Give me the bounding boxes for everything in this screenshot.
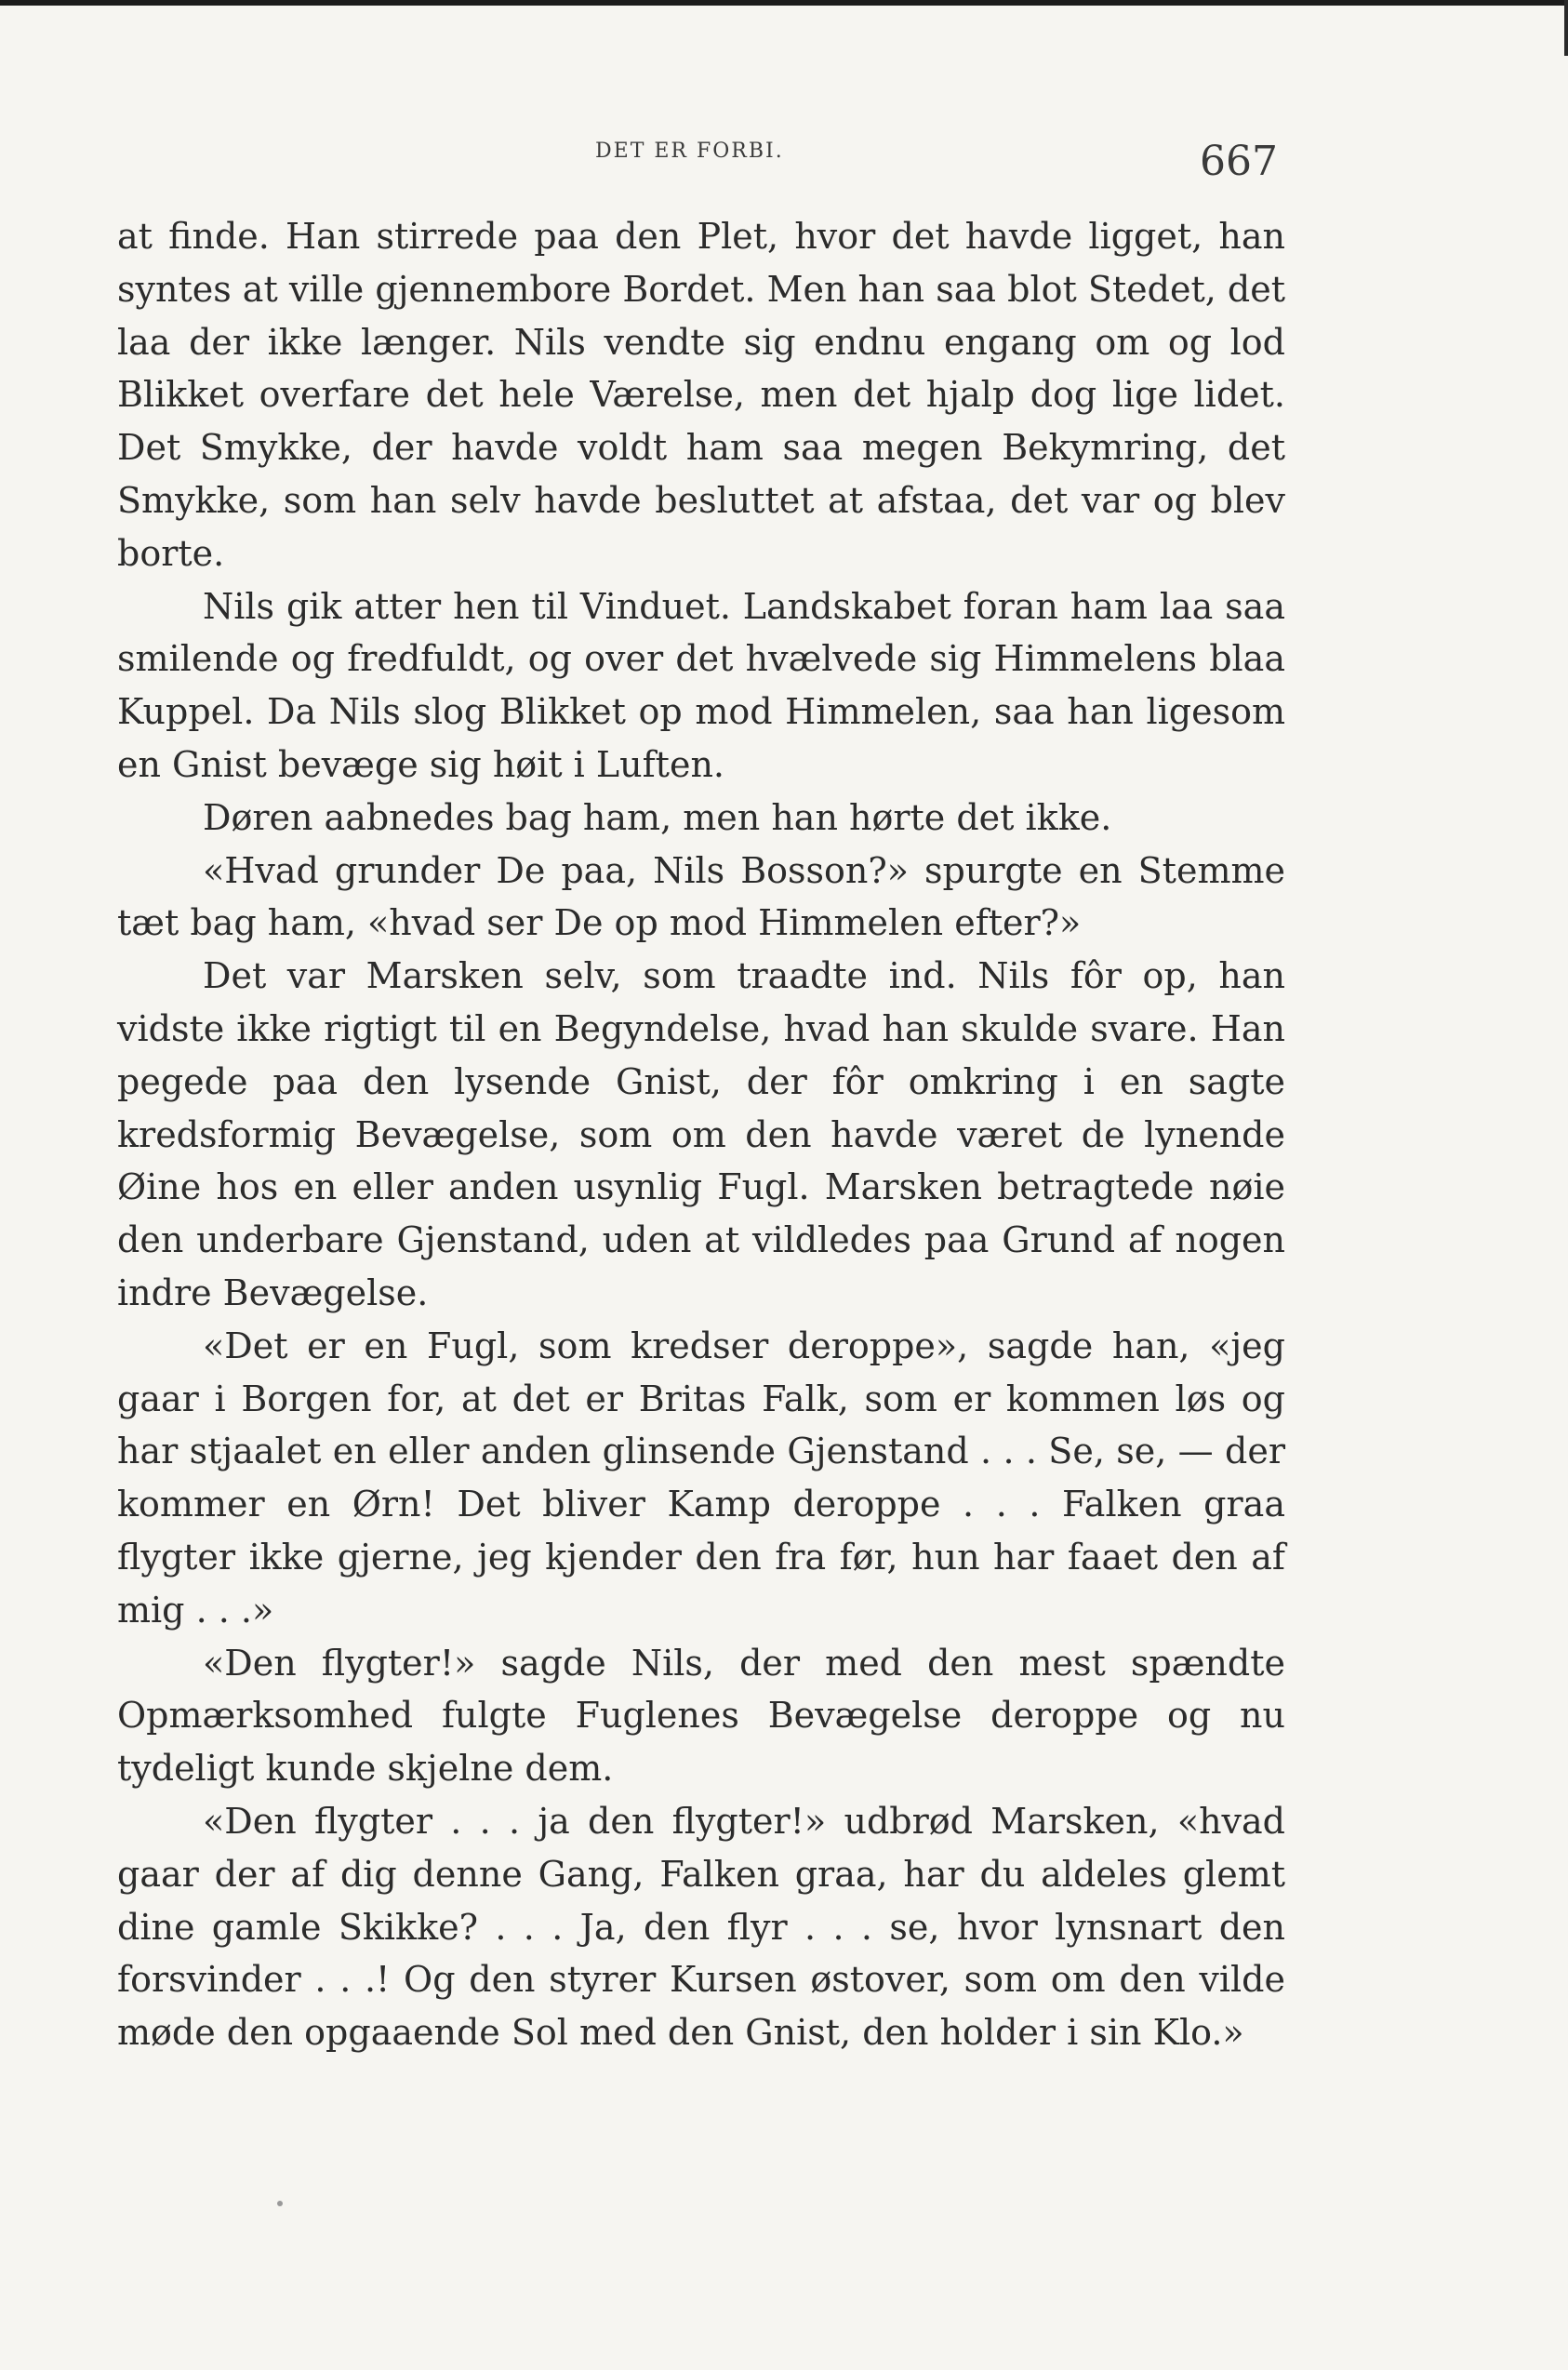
page-number: 667 xyxy=(1200,138,1278,185)
paragraph: Det var Marsken selv, som traadte ind. Nils fôr op, han vidste ikke rigtigt til en Begyndelse, hvad han skulde svare. Han pegede paa den lysende Gnist, der fôr omkring i en sagte kredsformig Bevægelse, som om den havde været de lynende Øine hos en eller anden usynlig Fugl. Marsken betragtede nøie den underbare Gjenstand, uden at vildledes paa Grund af nogen indre Bevægelse. xyxy=(117,955,1285,1313)
paragraph: «Den flygter!» sagde Nils, der med den mest spændte Opmærksomhed fulgte Fuglenes Bevægelse deroppe og nu tydeligt kunde skjelne dem. xyxy=(117,1642,1285,1790)
body-text xyxy=(117,210,1285,2059)
scan-speck xyxy=(277,2201,283,2206)
paragraph: «Hvad grunder De paa, Nils Bosson?» spurgte en Stemme tæt bag ham, «hvad ser De op mod Himmelen efter?» xyxy=(117,849,1285,944)
running-title: DET ER FORBI. xyxy=(595,140,784,163)
paragraph: «Den flygter . . . ja den flygter!» udbrød Marsken, «hvad gaar der af dig denne Gang, Falken graa, har du aldeles glemt dine gamle Skikke? . . . Ja, den flyr . . . se, hvor lynsnart den forsvinder . . .! Og den styrer Kursen østover, som om den vilde møde den opgaaende Sol med den Gnist, den holder i sin Klo.» xyxy=(117,1800,1285,2054)
paragraph: at finde. Han stirrede paa den Plet, hvor det havde ligget, han syntes at ville gjennembore Bordet. Men han saa blot Stedet, det laa der ikke længer. Nils vendte sig endnu engang om og lod Blikket overfare det hele Værelse, men det hjalp dog lige lidet. Det Smykke, der havde voldt ham saa megen Bekymring, det Smykke, som han selv havde besluttet at afstaa, det var og blev borte. xyxy=(117,216,1285,574)
scan-right-edge xyxy=(1564,0,1568,56)
paragraph: Nils gik atter hen til Vinduet. Landskabet foran ham laa saa smilende og fredfuldt, og over det hvælvede sig Himmelens blaa Kuppel. Da Nils slog Blikket op mod Himmelen, saa han ligesom en Gnist bevæge sig høit i Luften. xyxy=(117,585,1285,785)
paragraph: «Det er en Fugl, som kredser deroppe», sagde han, «jeg gaar i Borgen for, at det er Britas Falk, som er kommen løs og har stjaalet en eller anden glinsende Gjenstand . . . Se, se, — der kommer en Ørn! Det bliver Kamp deroppe . . . Falken graa flygter ikke gjerne, jeg kjender den fra før, hun har faaet den af mig . . .» xyxy=(117,1325,1285,1631)
paragraph: Døren aabnedes bag ham, men han hørte det ikke. xyxy=(203,796,1112,838)
scan-top-edge xyxy=(0,0,1568,6)
